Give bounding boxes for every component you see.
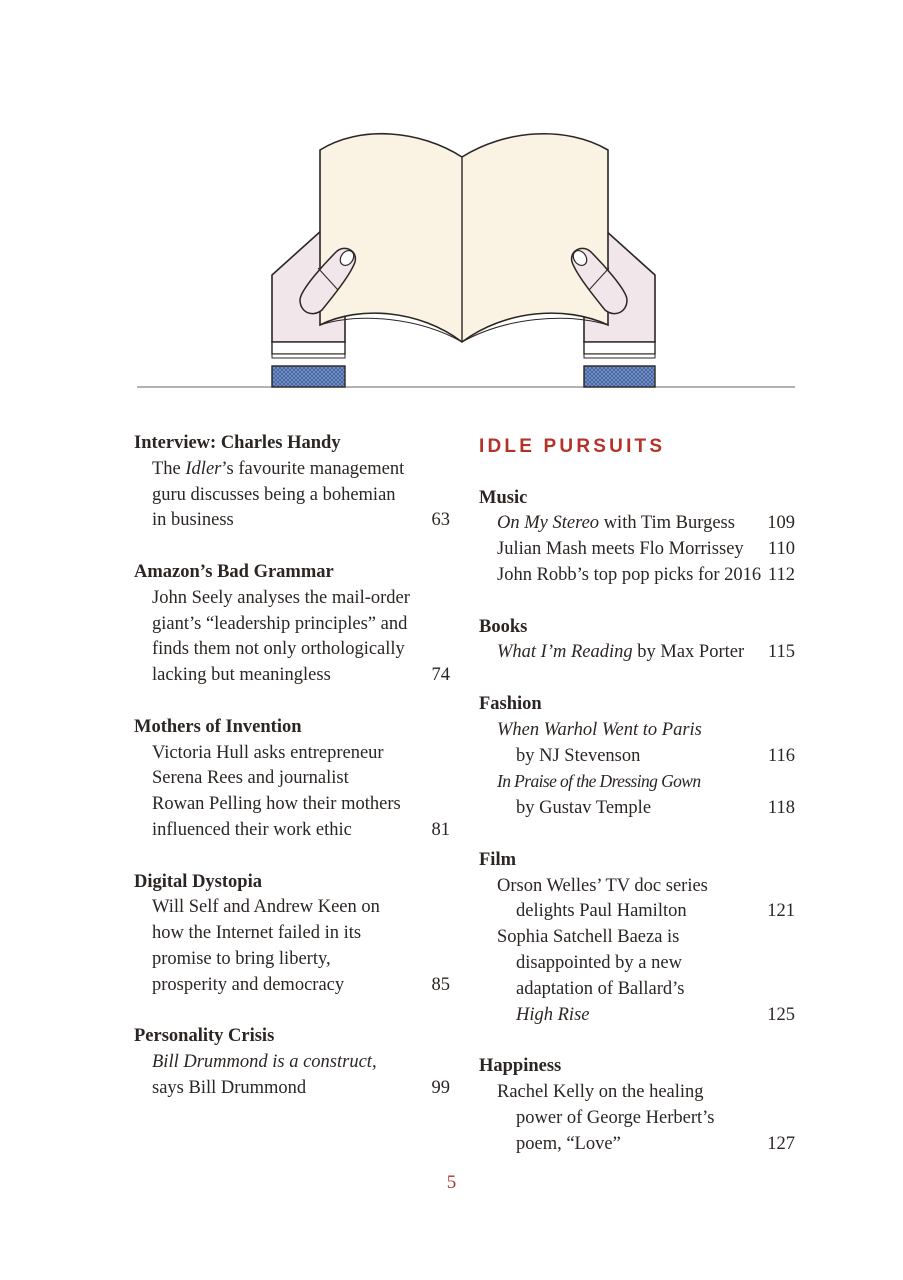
toc-text: influenced their work ethic bbox=[152, 819, 352, 840]
toc-text: Rachel Kelly on the healing bbox=[497, 1081, 704, 1102]
page-number: 109 bbox=[767, 513, 795, 534]
toc-text: power of George Herbert’s bbox=[516, 1107, 715, 1128]
category-heading-happiness: Happiness bbox=[479, 1056, 562, 1077]
toc-item-warhol[interactable] bbox=[479, 718, 795, 770]
page-number: 85 bbox=[431, 974, 450, 995]
toc-text: how the Internet failed in its bbox=[152, 923, 362, 944]
toc-text: with Tim Burgess bbox=[599, 513, 735, 534]
page-number: 99 bbox=[431, 1077, 450, 1098]
toc-text: disappointed by a new bbox=[516, 952, 682, 973]
page-number: 115 bbox=[767, 642, 795, 663]
toc-heading: Interview: Charles Handy bbox=[134, 433, 341, 453]
toc-text: The bbox=[152, 458, 186, 479]
toc-heading: Amazon’s Bad Grammar bbox=[134, 561, 334, 582]
toc-text: by Max Porter bbox=[632, 642, 745, 663]
toc-text-italic: High Rise bbox=[516, 1004, 590, 1025]
toc-heading: Digital Dystopia bbox=[134, 871, 262, 892]
page-number: 81 bbox=[431, 819, 450, 840]
toc-item-john-robb[interactable] bbox=[479, 563, 795, 589]
category-heading-fashion: Fashion bbox=[479, 693, 542, 714]
toc-item-rachel-kelly[interactable] bbox=[479, 1080, 795, 1157]
page-number: 125 bbox=[767, 1004, 795, 1025]
toc-item-high-rise[interactable] bbox=[479, 925, 795, 1028]
toc-item-dressing-gown[interactable] bbox=[479, 769, 795, 822]
category-heading-music: Music bbox=[479, 487, 528, 508]
toc-item-what-im-reading[interactable] bbox=[479, 640, 795, 666]
category-heading-film: Film bbox=[479, 849, 516, 870]
toc-item-digital[interactable] bbox=[134, 870, 450, 999]
toc-text-italic: Idler bbox=[185, 458, 222, 479]
category-heading-books: Books bbox=[479, 616, 528, 637]
page-number: 121 bbox=[767, 901, 795, 922]
section-title-idle-pursuits: IDLE PURSUITS bbox=[479, 436, 666, 457]
toc-text: giant’s “leadership principles” and bbox=[152, 613, 408, 634]
toc-item-julian-mash[interactable] bbox=[479, 537, 795, 563]
toc-text: John Robb’s top pop picks for 2016 bbox=[497, 564, 762, 585]
toc-text-italic: What I’m Reading bbox=[497, 642, 633, 663]
toc-item-orson-welles[interactable] bbox=[479, 874, 795, 926]
folio-page-number: 5 bbox=[446, 1172, 457, 1193]
page-number: 110 bbox=[767, 539, 795, 560]
toc-text: delights Paul Hamilton bbox=[516, 901, 687, 922]
toc-heading: Mothers of Invention bbox=[134, 716, 302, 737]
page-number: 63 bbox=[431, 510, 450, 531]
toc-text: Julian Mash meets Flo Morrissey bbox=[497, 539, 744, 560]
toc-text: finds them not only orthologically bbox=[152, 639, 405, 660]
toc-text: adaptation of Ballard’s bbox=[516, 978, 685, 999]
toc-text-italic: When Warhol Went to Paris bbox=[497, 719, 702, 740]
open-book-illustration bbox=[0, 0, 903, 400]
toc-text: Victoria Hull asks entrepreneur bbox=[152, 742, 384, 763]
book-icon bbox=[320, 134, 608, 342]
toc-text: in business bbox=[152, 510, 234, 531]
toc-text: Sophia Satchell Baeza is bbox=[497, 927, 680, 948]
page-number: 127 bbox=[767, 1133, 795, 1154]
toc-text-italic: On My Stereo bbox=[497, 513, 600, 534]
toc-text: says Bill Drummond bbox=[152, 1077, 307, 1098]
toc-text: Serena Rees and journalist bbox=[152, 768, 349, 789]
toc-text: prosperity and democracy bbox=[152, 974, 345, 995]
toc-text: Rowan Pelling how their mothers bbox=[152, 794, 401, 815]
toc-text: guru discusses being a bohemian bbox=[152, 484, 396, 505]
toc-text-italic: In Praise of the Dressing Gown bbox=[497, 771, 701, 792]
toc-text: Orson Welles’ TV doc series bbox=[497, 875, 708, 896]
toc-item-interview[interactable] bbox=[134, 431, 450, 534]
toc-text-italic: Bill Drummond is a construct, bbox=[152, 1052, 377, 1073]
toc-item-on-my-stereo[interactable] bbox=[479, 511, 795, 537]
contents-right-column bbox=[479, 431, 795, 1157]
toc-text: Will Self and Andrew Keen on bbox=[152, 897, 380, 918]
contents-left-column bbox=[134, 431, 450, 1102]
page-number: 112 bbox=[767, 564, 795, 585]
toc-item-personality[interactable] bbox=[134, 1024, 450, 1101]
toc-item-amazon[interactable] bbox=[134, 560, 450, 689]
toc-text: lacking but meaningless bbox=[152, 665, 331, 686]
toc-text: ’s favourite management bbox=[221, 458, 405, 479]
toc-text: John Seely analyses the mail-order bbox=[152, 587, 410, 608]
toc-heading: Personality Crisis bbox=[134, 1026, 275, 1047]
page-number: 74 bbox=[431, 665, 450, 686]
toc-text: poem, “Love” bbox=[516, 1133, 621, 1154]
toc-text: by Gustav Temple bbox=[516, 798, 652, 819]
toc-item-mothers[interactable] bbox=[134, 715, 450, 844]
page-number: 116 bbox=[767, 745, 795, 766]
toc-text: by NJ Stevenson bbox=[516, 745, 641, 766]
toc-text: promise to bring liberty, bbox=[152, 948, 331, 969]
page-number: 118 bbox=[767, 798, 795, 819]
